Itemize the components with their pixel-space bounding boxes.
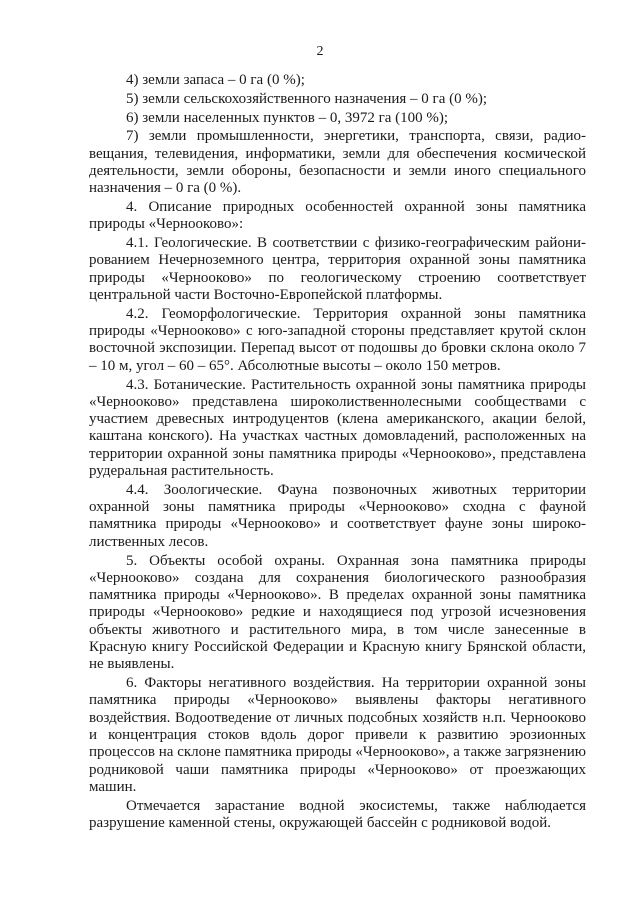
page-number: 2 [316,44,324,59]
paragraph-zoological: 4.4. Зоологические. Фауна позвоночных животных территории охранной зоны памятника природы «Чернооково» сходна с фауной памятника природы «Чернооково» и соответствует фауне зоны широколиственных лесов. [89,481,586,550]
paragraph-land-reserve: 4) земли запаса – 0 га (0 %); [126,72,305,88]
paragraph-ecosystem-overgrowth: Отмечается зарастание водной экосистемы, также наблюдается разрушение каменной стены, окружающей бассейн с родниковой водой. [89,797,586,831]
document-body [89,72,586,834]
paragraph-protected-objects: 5. Объекты особой охраны. Охранная зона памятника природы «Чернооково» создана для сохранения биологического разнообразия памятника природы «Чернооково». В пределах охранной зоны памятника природы «Чернооково» редкие и находящиеся под угрозой исчезновения объекты животного и растительного мира, в том числе занесенные в Красную книгу Российской Федерации и Красную книгу Брянской области, не выявлены. [89,552,586,673]
paragraph-agricultural-land: 5) земли сельскохозяйственного назначения – 0 га (0 %); [126,90,488,107]
paragraph-negative-factors: 6. Факторы негативного воздействия. На территории охранной зоны памятника природы «Чернооково» выявлены факторы негативного воздействия. Водоотведение от личных подсобных хозяйств н.п. Чернооково и концентрация стоков вдоль дорог привели к развитию эрозионных процессов на склоне памятника природы «Чернооково», а также загрязнению родниковой чаши памятника природы «Чернооково» от проезжающих машин. [89,675,586,795]
paragraph-geomorphological: 4.2. Геоморфологические. Территория охранной зоны памятника природы «Чернооково» с юго-западной стороны представляет крутой склон восточной экспозиции. Перепад высот от подошвы до бровки склона около 7 – 10 м, угол – 60 – 65°. Абсолютные высоты – около 150 метров. [89,305,586,374]
paragraph-geological: 4.1. Геологические. В соответствии с физико-географическим районированием Нечерноземного центра, территория охранной зоны памятника природы «Чернооково» по геологическому строению соответствует центральной части Восточно-Европейской платформы. [89,235,586,304]
paragraph-settlement-land: 6) земли населенных пунктов – 0, 3972 га (100 %); [126,109,449,126]
paragraph-natural-features-heading: 4. Описание природных особенностей охранной зоны памятника природы «Чернооково»: [89,199,586,233]
paragraph-botanical: 4.3. Ботанические. Растительность охранной зоны памятника природы «Чернооково» представлена широколиственнолесными сообществами с участием древесных интродуцентов (клена американского, акации белой, каштана конского). На участках частных домовладений, расположенных на территории охранной зоны памятника природы «Чернооково», представлена рудеральная растительность. [89,376,586,480]
paragraph-industrial-land: 7) земли промышленности, энергетики, транспорта, связи, радиовещания, телевидения, информатики, земли для обеспечения космической деятельности, земли обороны, безопасности и земли иного специального назначения – 0 га (0 %). [89,128,586,197]
